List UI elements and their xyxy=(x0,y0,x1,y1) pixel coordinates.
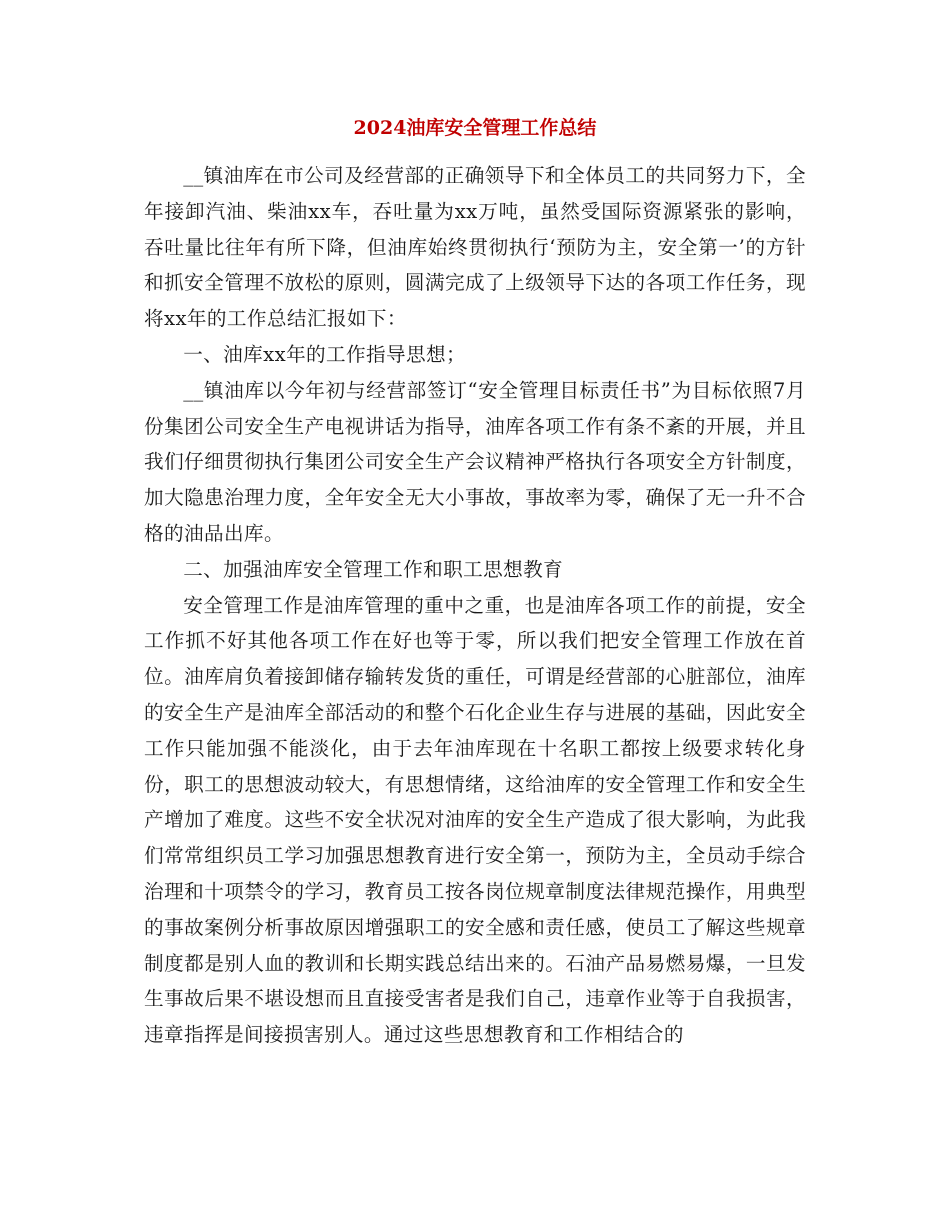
paragraph-intro: __镇油库在市公司及经营部的正确领导下和全体员工的共同努力下，全年接卸汽油、柴油xx车，吞吐量为xx万吨，虽然受国际资源紧张的影响，吞吐量比往年有所下降，但油库始终贯彻执行‘预防为主，安全第一’的方针和抓安全管理不放松的原则，圆满完成了上级领导下达的各项工作任务，现将xx年的工作总结汇报如下： xyxy=(144,164,806,331)
section-heading-1: 一、油库xx年的工作指导思想； xyxy=(183,342,467,366)
document-body xyxy=(144,158,806,1053)
document-title: 2024油库安全管理工作总结 xyxy=(353,117,597,139)
paragraph-section-1: __镇油库以今年初与经营部签订“安全管理目标责任书”为目标依照7月份集团公司安全生产电视讲话为指导，油库各项工作有条不紊的开展，并且我们仔细贯彻执行集团公司安全生产会议精神严格执行各项安全方针制度，加大隐患治理力度，全年安全无大小事故，事故率为零，确保了无一升不合格的油品出库。 xyxy=(144,378,806,545)
paragraph-section-2: 安全管理工作是油库管理的重中之重，也是油库各项工作的前提，安全工作抓不好其他各项工作在好也等于零，所以我们把安全管理工作放在首位。油库肩负着接卸储存输转发货的重任，可谓是经营部的心脏部位，油库的安全生产是油库全部活动的和整个石化企业生存与进展的基础，因此安全工作只能加强不能淡化，由于去年油库现在十名职工都按上级要求转化身份，职工的思想波动较大，有思想情绪，这给油库的安全管理工作和安全生产增加了难度。这些不安全状况对油库的安全生产造成了很大影响，为此我们常常组织员工学习加强思想教育进行安全第一，预防为主，全员动手综合治理和十项禁令的学习，教育员工按各岗位规章制度法律规范操作，用典型的事故案例分析事故原因增强职工的安全感和责任感，使员工了解这些规章制度都是别人血的教训和长期实践总结出来的。石油产品易燃易爆，一旦发生事故后果不堪设想而且直接受害者是我们自己，违章作业等于自我损害，违章指挥是间接损害别人。通过这些思想教育和工作相结合的 xyxy=(144,593,806,1047)
section-heading-2: 二、加强油库安全管理工作和职工思想教育 xyxy=(183,557,564,581)
